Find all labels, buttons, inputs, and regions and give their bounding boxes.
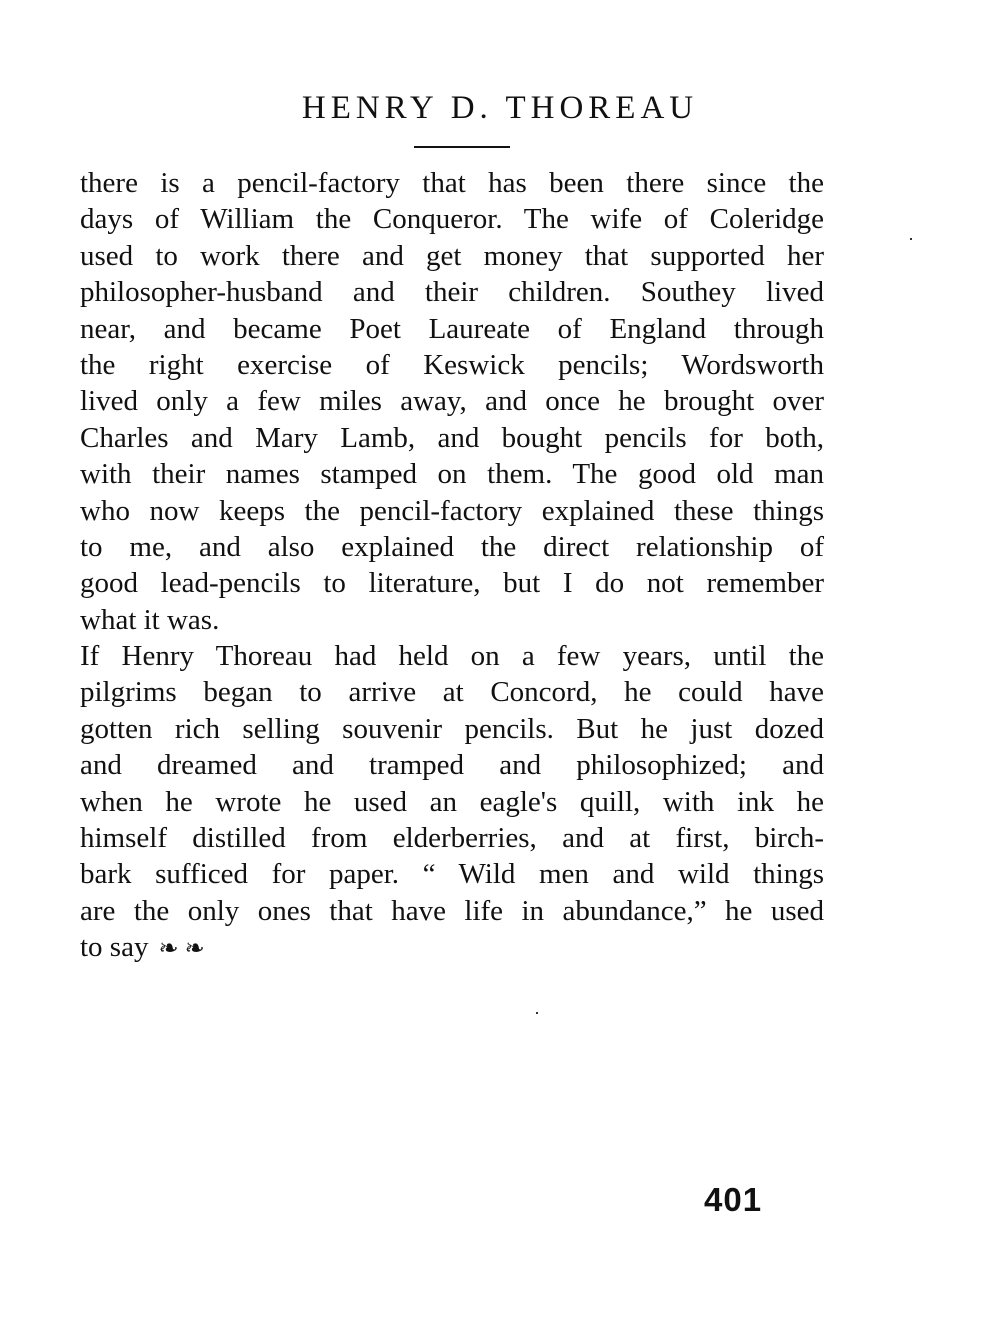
text-line: gotten rich selling souvenir pencils. But he just dozed <box>80 712 824 745</box>
text-line: to me, and also explained the direct relationship of <box>80 530 824 563</box>
text-line: philosopher-husband and their children. Southey lived <box>80 276 824 309</box>
text-line: who now keeps the pencil-factory explained these things <box>80 494 824 527</box>
text-line: If Henry Thoreau had held on a few years, until the <box>80 640 824 673</box>
text-line: pilgrims began to arrive at Concord, he could have <box>80 676 824 709</box>
text-line: days of William the Conqueror. The wife of Coleridge <box>80 203 824 236</box>
body-text <box>80 165 824 966</box>
text-line: there is a pencil-factory that has been there since the <box>80 167 824 199</box>
text-line: Charles and Mary Lamb, and bought pencils for both, <box>80 421 824 454</box>
text-line: good lead-pencils to literature, but I do not remember <box>80 567 824 600</box>
text-line: near, and became Poet Laureate of England through <box>80 312 824 345</box>
text-line: are the only ones that have life in abundance,” he used <box>80 894 824 927</box>
text-line: and dreamed and tramped and philosophized; and <box>80 749 824 782</box>
text-line: what it was. <box>80 603 220 636</box>
text-line: used to work there and get money that supported her <box>80 239 824 272</box>
head-rule <box>414 146 510 148</box>
text-line: with their names stamped on them. The good old man <box>80 458 824 491</box>
paragraph-1 <box>80 165 824 638</box>
running-head: HENRY D. THOREAU <box>301 90 699 126</box>
text-line: the right exercise of Keswick pencils; Wordsworth <box>80 348 824 381</box>
text-line: bark sufficed for paper. “ Wild men and wild things <box>80 858 824 891</box>
scan-speck <box>910 238 912 240</box>
text-line: when he wrote he used an eagle's quill, with ink he <box>80 785 824 818</box>
paragraph-2 <box>80 638 824 966</box>
text-line-final <box>80 929 824 965</box>
page-number: 401 <box>704 1181 763 1218</box>
leaf-ornament-icon: ❧ <box>184 936 205 963</box>
leaf-ornament-icon: ❧ <box>158 936 179 963</box>
text-line: himself distilled from elderberries, and at first, birch- <box>80 822 824 855</box>
scan-speck <box>536 1012 538 1014</box>
text-line: lived only a few miles away, and once he brought over <box>80 385 824 418</box>
final-line-text: to say <box>80 931 149 964</box>
